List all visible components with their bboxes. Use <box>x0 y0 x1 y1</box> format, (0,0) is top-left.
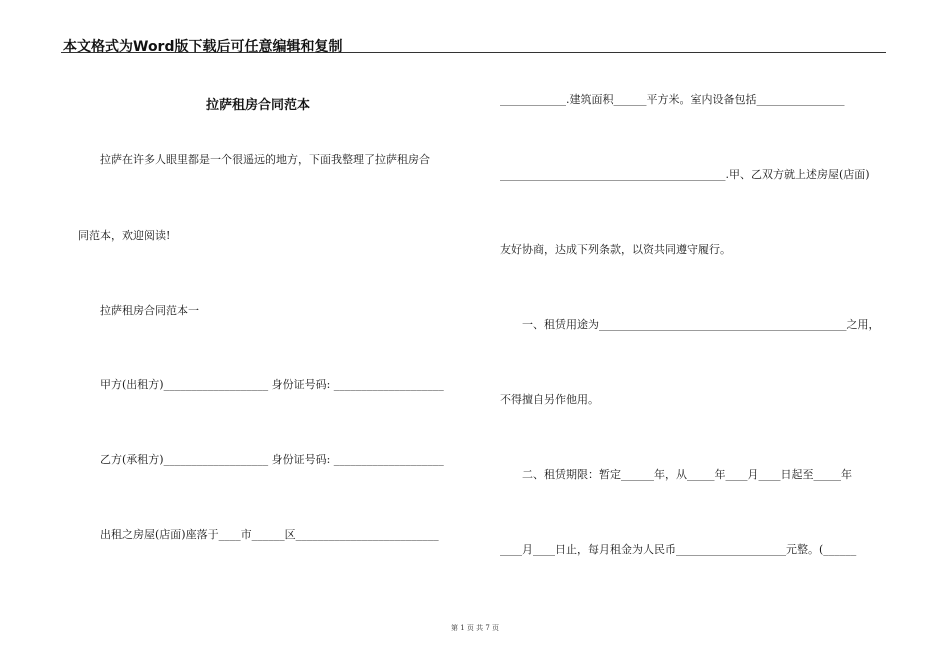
paragraph-line: 出租之房屋(店面)座落于____市______区__________________________ <box>78 528 439 541</box>
page-footer: 第 1 页 共 7 页 <box>450 624 500 632</box>
paragraph-line: 拉萨租房合同范本一 <box>78 304 199 317</box>
paragraph-line: 二、租赁期限：暂定______年，从_____年____月____日起至_____年 <box>500 468 852 481</box>
paragraph-line: 甲方(出租方)___________________ 身份证号码: ____________________ <box>78 378 444 391</box>
paragraph-line: 一、租赁用途为_____________________________________________之用， <box>500 318 880 331</box>
paragraph-line: 拉萨在许多人眼里都是一个很遥远的地方，下面我整理了拉萨租房合 <box>78 153 430 166</box>
header-title: 本文格式为Word版下载后可任意编辑和复制 <box>63 39 343 55</box>
header-rule <box>61 52 886 53</box>
document-title: 拉萨租房合同范本 <box>206 98 311 113</box>
paragraph-line: ____月____日止，每月租金为人民币____________________元整。(______ <box>500 543 857 556</box>
paragraph-line: 不得擅自另作他用。 <box>500 393 599 406</box>
paragraph-line: _________________________________________.甲、乙双方就上述房屋(店面) <box>500 168 870 181</box>
paragraph-line: 友好协商，达成下列条款，以资共同遵守履行。 <box>500 243 731 256</box>
paragraph-line: 乙方(承租方)___________________ 身份证号码: ____________________ <box>78 453 444 466</box>
paragraph-line: 同范本，欢迎阅读! <box>78 229 171 242</box>
paragraph-line: ____________.建筑面积______平方米。室内设备包括________________ <box>500 93 845 106</box>
